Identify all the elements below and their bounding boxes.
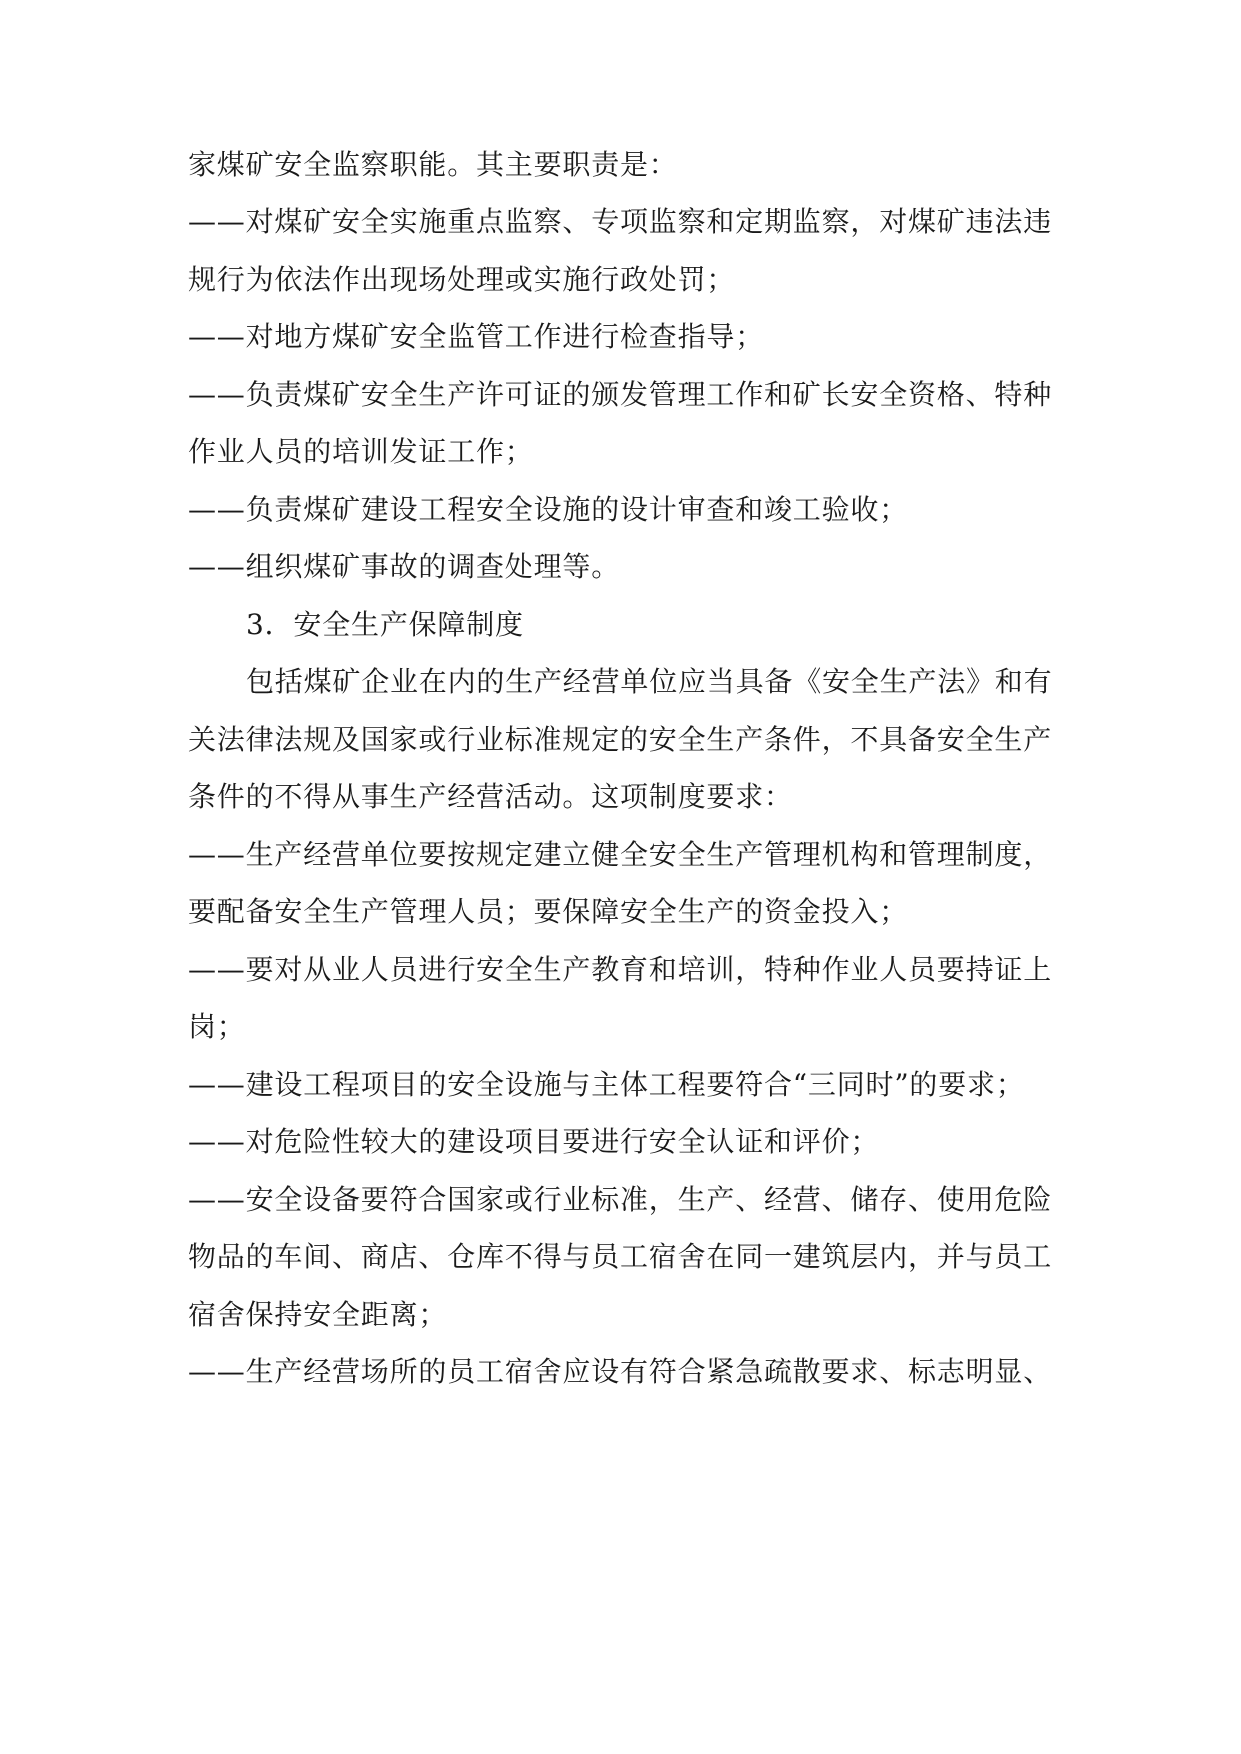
text-line: ——建设工程项目的安全设施与主体工程要符合“三同时”的要求； <box>188 1068 1025 1101</box>
text-line: ——负责煤矿建设工程安全设施的设计审查和竣工验收； <box>188 493 909 526</box>
text-line: 宿舍保持安全距离； <box>188 1298 448 1331</box>
text-line: 关法律法规及国家或行业标准规定的安全生产条件，不具备安全生产 <box>188 723 1053 756</box>
section-heading: 3．安全生产保障制度 <box>246 608 524 641</box>
text-line: 要配备安全生产管理人员；要保障安全生产的资金投入； <box>188 895 909 928</box>
text-line: ——组织煤矿事故的调查处理等。 <box>188 550 621 583</box>
text-line: 作业人员的培训发证工作； <box>188 435 534 468</box>
text-line: ——安全设备要符合国家或行业标准，生产、经营、储存、使用危险 <box>188 1183 1053 1216</box>
text-line: ——生产经营场所的员工宿舍应设有符合紧急疏散要求、标志明显、 <box>188 1355 1053 1388</box>
text-line: ——生产经营单位要按规定建立健全安全生产管理机构和管理制度， <box>188 838 1053 871</box>
text-line: 规行为依法作出现场处理或实施行政处罚； <box>188 263 736 296</box>
paragraph-start: 包括煤矿企业在内的生产经营单位应当具备《安全生产法》和有 <box>246 665 1053 698</box>
text-line: ——对危险性较大的建设项目要进行安全认证和评价； <box>188 1125 880 1158</box>
text-line: 岗； <box>188 1010 246 1043</box>
text-line: ——对煤矿安全实施重点监察、专项监察和定期监察，对煤矿违法违 <box>188 205 1053 238</box>
text-line: ——负责煤矿安全生产许可证的颁发管理工作和矿长安全资格、特种 <box>188 378 1053 411</box>
text-line: ——对地方煤矿安全监管工作进行检查指导； <box>188 320 765 353</box>
text-line: 物品的车间、商店、仓库不得与员工宿舍在同一建筑层内，并与员工 <box>188 1240 1053 1273</box>
text-line: ——要对从业人员进行安全生产教育和培训，特种作业人员要持证上 <box>188 953 1053 986</box>
text-line: 家煤矿安全监察职能。其主要职责是： <box>188 148 678 181</box>
text-line: 条件的不得从事生产经营活动。这项制度要求： <box>188 780 793 813</box>
